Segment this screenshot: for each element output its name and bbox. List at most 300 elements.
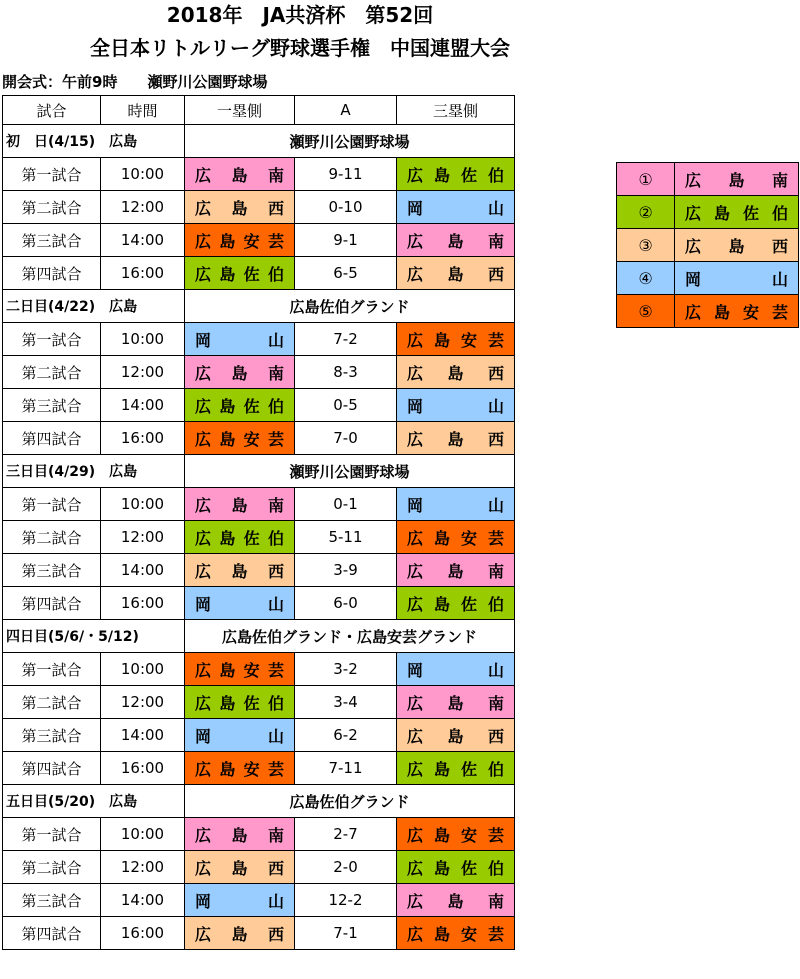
legend-row — [617, 229, 799, 262]
game-time: 12:00 — [101, 521, 185, 554]
day-label: 五日目(5/20) 広島 — [3, 785, 185, 818]
team-name-char: 島 — [219, 528, 236, 548]
team-name-char: 岡 — [195, 594, 212, 614]
team-name-char: 島 — [433, 858, 450, 878]
third-base-team-name — [407, 427, 504, 450]
team-name-char: 佐 — [460, 858, 477, 878]
game-row — [3, 191, 515, 224]
team-name-char: 島 — [713, 302, 730, 322]
team-name-char: 広 — [195, 396, 212, 416]
first-base-team — [185, 587, 295, 620]
legend-row — [617, 295, 799, 328]
third-base-team-name — [407, 658, 504, 681]
game-number: 第一試合 — [3, 323, 101, 356]
first-base-team — [185, 851, 295, 884]
game-row — [3, 917, 515, 950]
team-name-char: 南 — [487, 561, 504, 581]
team-name-char: 岡 — [685, 269, 702, 289]
legend-team-name — [685, 201, 788, 224]
team-name-char: 安 — [243, 429, 260, 449]
team-name-char: 伯 — [487, 858, 504, 878]
game-score: 9-1 — [295, 224, 397, 257]
team-name-char: 広 — [407, 330, 424, 350]
legend-number: ① — [617, 163, 675, 196]
game-number: 第一試合 — [3, 488, 101, 521]
third-base-team — [397, 719, 515, 752]
team-name-char: 島 — [219, 660, 236, 680]
third-base-team — [397, 521, 515, 554]
day-venue: 広島佐伯グランド — [185, 290, 515, 323]
game-row — [3, 851, 515, 884]
game-number: 第二試合 — [3, 356, 101, 389]
game-score: 3-9 — [295, 554, 397, 587]
third-base-team — [397, 224, 515, 257]
team-name-char: 島 — [433, 594, 450, 614]
team-name-char: 島 — [447, 693, 464, 713]
game-row — [3, 356, 515, 389]
legend-row — [617, 262, 799, 295]
team-name-char: 伯 — [267, 396, 284, 416]
game-time: 12:00 — [101, 356, 185, 389]
third-base-team-name — [407, 163, 504, 186]
team-name-char: 島 — [231, 825, 248, 845]
first-base-team-name — [195, 163, 284, 186]
third-base-team — [397, 653, 515, 686]
third-base-team-name — [407, 724, 504, 747]
team-name-char: 芸 — [267, 660, 284, 680]
first-base-team-name — [195, 823, 284, 846]
first-base-team — [185, 224, 295, 257]
team-name-char: 広 — [407, 825, 424, 845]
team-name-char: 南 — [267, 825, 284, 845]
day-label: 初 日(4/15) 広島 — [3, 125, 185, 158]
team-name-char: 広 — [195, 528, 212, 548]
team-name-char: 広 — [407, 858, 424, 878]
legend-number: ⑤ — [617, 295, 675, 328]
third-base-team-name — [407, 394, 504, 417]
third-base-team-name — [407, 757, 504, 780]
team-name-char: 岡 — [407, 198, 424, 218]
header-time: 時間 — [101, 96, 185, 125]
first-base-team — [185, 356, 295, 389]
game-row — [3, 686, 515, 719]
team-name-char: 島 — [219, 231, 236, 251]
first-base-team-name — [195, 724, 284, 747]
game-row — [3, 158, 515, 191]
game-row — [3, 653, 515, 686]
team-name-char: 島 — [433, 330, 450, 350]
game-time: 16:00 — [101, 917, 185, 950]
first-base-team-name — [195, 394, 284, 417]
team-name-char: 芸 — [487, 528, 504, 548]
day-venue: 広島佐伯グランド・広島安芸グランド — [185, 620, 515, 653]
team-name-char: 安 — [460, 825, 477, 845]
team-name-char: 島 — [447, 561, 464, 581]
team-name-char: 安 — [243, 759, 260, 779]
third-base-team-name — [407, 361, 504, 384]
day-venue: 瀬野川公園野球場 — [185, 455, 515, 488]
team-legend — [616, 162, 799, 328]
first-base-team — [185, 488, 295, 521]
third-base-team — [397, 917, 515, 950]
legend-team — [675, 262, 799, 295]
team-name-char: 岡 — [407, 396, 424, 416]
legend-number: ④ — [617, 262, 675, 295]
team-name-char: 広 — [195, 759, 212, 779]
game-time: 16:00 — [101, 422, 185, 455]
third-base-team-name — [407, 856, 504, 879]
third-base-team — [397, 554, 515, 587]
legend-row — [617, 163, 799, 196]
game-number: 第三試合 — [3, 554, 101, 587]
team-name-char: 南 — [267, 495, 284, 515]
day-venue: 広島佐伯グランド — [185, 785, 515, 818]
third-base-team — [397, 257, 515, 290]
first-base-team-name — [195, 658, 284, 681]
legend-number: ③ — [617, 229, 675, 262]
first-base-team — [185, 653, 295, 686]
game-time: 10:00 — [101, 488, 185, 521]
team-name-char: 西 — [267, 561, 284, 581]
team-name-char: 広 — [407, 528, 424, 548]
legend-team — [675, 229, 799, 262]
team-name-char: 広 — [685, 236, 702, 256]
team-name-char: 佐 — [460, 165, 477, 185]
first-base-team — [185, 422, 295, 455]
first-base-team-name — [195, 262, 284, 285]
team-name-char: 西 — [771, 236, 788, 256]
game-row — [3, 554, 515, 587]
team-name-char: 岡 — [407, 660, 424, 680]
team-name-char: 山 — [487, 396, 504, 416]
team-name-char: 島 — [219, 693, 236, 713]
game-number: 第二試合 — [3, 851, 101, 884]
team-name-char: 佐 — [742, 203, 759, 223]
team-name-char: 島 — [447, 726, 464, 746]
team-name-char: 島 — [713, 203, 730, 223]
third-base-team — [397, 191, 515, 224]
legend-number: ② — [617, 196, 675, 229]
game-number: 第二試合 — [3, 521, 101, 554]
game-row — [3, 587, 515, 620]
team-name-char: 島 — [433, 759, 450, 779]
team-name-char: 広 — [195, 858, 212, 878]
team-name-char: 島 — [447, 231, 464, 251]
game-row — [3, 224, 515, 257]
team-name-char: 山 — [487, 495, 504, 515]
game-time: 10:00 — [101, 323, 185, 356]
team-name-char: 山 — [267, 330, 284, 350]
game-number: 第四試合 — [3, 752, 101, 785]
team-name-char: 芸 — [267, 231, 284, 251]
legend-team-name — [685, 168, 788, 191]
team-name-char: 伯 — [267, 264, 284, 284]
day-label: 四日目(5/6/・5/12) — [3, 620, 185, 653]
day-row — [3, 455, 515, 488]
third-base-team — [397, 818, 515, 851]
third-base-team-name — [407, 823, 504, 846]
first-base-team-name — [195, 856, 284, 879]
third-base-team-name — [407, 922, 504, 945]
team-name-char: 安 — [460, 528, 477, 548]
team-name-char: 島 — [219, 264, 236, 284]
team-name-char: 南 — [487, 231, 504, 251]
team-name-char: 佐 — [243, 396, 260, 416]
team-name-char: 島 — [447, 429, 464, 449]
team-name-char: 伯 — [771, 203, 788, 223]
team-name-char: 広 — [407, 231, 424, 251]
team-name-char: 島 — [433, 528, 450, 548]
team-name-char: 南 — [267, 363, 284, 383]
game-time: 12:00 — [101, 191, 185, 224]
team-name-char: 広 — [195, 231, 212, 251]
team-name-char: 安 — [243, 231, 260, 251]
team-name-char: 芸 — [487, 330, 504, 350]
first-base-team — [185, 389, 295, 422]
third-base-team-name — [407, 196, 504, 219]
team-name-char: 広 — [407, 594, 424, 614]
team-name-char: 島 — [231, 165, 248, 185]
team-name-char: 島 — [219, 396, 236, 416]
team-name-char: 広 — [685, 302, 702, 322]
third-base-team-name — [407, 691, 504, 714]
team-name-char: 芸 — [487, 825, 504, 845]
third-base-team-name — [407, 328, 504, 351]
team-name-char: 伯 — [267, 528, 284, 548]
team-name-char: 佐 — [460, 759, 477, 779]
game-time: 10:00 — [101, 653, 185, 686]
team-name-char: 広 — [407, 363, 424, 383]
game-number: 第一試合 — [3, 158, 101, 191]
team-name-char: 南 — [487, 891, 504, 911]
team-name-char: 伯 — [267, 693, 284, 713]
day-row — [3, 290, 515, 323]
team-name-char: 広 — [407, 924, 424, 944]
team-name-char: 西 — [267, 198, 284, 218]
third-base-team-name — [407, 526, 504, 549]
game-row — [3, 752, 515, 785]
first-base-team — [185, 752, 295, 785]
team-name-char: 西 — [267, 858, 284, 878]
legend-team — [675, 163, 799, 196]
third-base-team — [397, 752, 515, 785]
game-number: 第二試合 — [3, 191, 101, 224]
third-base-team — [397, 686, 515, 719]
team-name-char: 伯 — [487, 594, 504, 614]
game-time: 10:00 — [101, 158, 185, 191]
team-name-char: 島 — [231, 495, 248, 515]
game-number: 第三試合 — [3, 884, 101, 917]
legend-team-name — [685, 300, 788, 323]
team-name-char: 広 — [195, 660, 212, 680]
team-name-char: 西 — [487, 726, 504, 746]
team-name-char: 西 — [267, 924, 284, 944]
team-name-char: 南 — [267, 165, 284, 185]
game-row — [3, 257, 515, 290]
team-name-char: 広 — [195, 924, 212, 944]
team-name-char: 岡 — [407, 495, 424, 515]
game-time: 12:00 — [101, 851, 185, 884]
game-time: 14:00 — [101, 389, 185, 422]
third-base-team — [397, 488, 515, 521]
team-name-char: 伯 — [487, 165, 504, 185]
third-base-team-name — [407, 262, 504, 285]
team-name-char: 島 — [231, 858, 248, 878]
game-row — [3, 884, 515, 917]
game-score: 5-11 — [295, 521, 397, 554]
team-name-char: 安 — [742, 302, 759, 322]
team-name-char: 山 — [487, 660, 504, 680]
game-row — [3, 422, 515, 455]
legend-team — [675, 196, 799, 229]
team-name-char: 広 — [195, 363, 212, 383]
third-base-team-name — [407, 559, 504, 582]
first-base-team-name — [195, 592, 284, 615]
team-name-char: 芸 — [267, 759, 284, 779]
first-base-team-name — [195, 526, 284, 549]
game-time: 16:00 — [101, 752, 185, 785]
game-number: 第一試合 — [3, 653, 101, 686]
team-name-char: 広 — [195, 165, 212, 185]
team-name-char: 西 — [487, 264, 504, 284]
game-row — [3, 818, 515, 851]
schedule-table — [2, 95, 515, 950]
day-row — [3, 620, 515, 653]
team-name-char: 島 — [433, 924, 450, 944]
third-base-team — [397, 884, 515, 917]
team-name-char: 南 — [487, 693, 504, 713]
first-base-team-name — [195, 922, 284, 945]
third-base-team — [397, 587, 515, 620]
game-number: 第四試合 — [3, 587, 101, 620]
game-score: 3-2 — [295, 653, 397, 686]
first-base-team — [185, 719, 295, 752]
game-score: 7-1 — [295, 917, 397, 950]
team-name-char: 広 — [407, 726, 424, 746]
third-base-team — [397, 422, 515, 455]
header-third-base: 三塁側 — [397, 96, 515, 125]
game-score: 0-5 — [295, 389, 397, 422]
game-time: 14:00 — [101, 554, 185, 587]
team-name-char: 広 — [407, 759, 424, 779]
header-game: 試合 — [3, 96, 101, 125]
team-name-char: 広 — [195, 693, 212, 713]
team-name-char: 島 — [447, 264, 464, 284]
day-label: 三日目(4/29) 広島 — [3, 455, 185, 488]
first-base-team — [185, 686, 295, 719]
team-name-char: 岡 — [195, 891, 212, 911]
team-name-char: 西 — [487, 429, 504, 449]
third-base-team — [397, 323, 515, 356]
header-score: A — [295, 96, 397, 125]
team-name-char: 島 — [219, 429, 236, 449]
team-name-char: 岡 — [195, 726, 212, 746]
game-number: 第四試合 — [3, 917, 101, 950]
game-row — [3, 389, 515, 422]
third-base-team — [397, 158, 515, 191]
first-base-team-name — [195, 196, 284, 219]
team-name-char: 芸 — [267, 429, 284, 449]
team-name-char: 南 — [771, 170, 788, 190]
first-base-team-name — [195, 361, 284, 384]
third-base-team — [397, 389, 515, 422]
game-row — [3, 323, 515, 356]
legend-team-name — [685, 267, 788, 290]
game-row — [3, 719, 515, 752]
team-name-char: 広 — [407, 891, 424, 911]
team-name-char: 安 — [460, 924, 477, 944]
first-base-team-name — [195, 757, 284, 780]
game-score: 6-5 — [295, 257, 397, 290]
team-name-char: 芸 — [771, 302, 788, 322]
game-score: 0-10 — [295, 191, 397, 224]
legend-row — [617, 196, 799, 229]
first-base-team-name — [195, 328, 284, 351]
team-name-char: 島 — [231, 924, 248, 944]
game-time: 14:00 — [101, 224, 185, 257]
first-base-team — [185, 554, 295, 587]
first-base-team — [185, 257, 295, 290]
team-name-char: 広 — [407, 561, 424, 581]
first-base-team-name — [195, 427, 284, 450]
game-time: 16:00 — [101, 257, 185, 290]
first-base-team — [185, 158, 295, 191]
game-score: 6-0 — [295, 587, 397, 620]
team-name-char: 広 — [195, 561, 212, 581]
legend-team — [675, 295, 799, 328]
day-row — [3, 125, 515, 158]
game-time: 16:00 — [101, 587, 185, 620]
game-score: 12-2 — [295, 884, 397, 917]
team-name-char: 広 — [195, 495, 212, 515]
first-base-team-name — [195, 559, 284, 582]
title-line-1: 2018年 JA共済杯 第52回 — [166, 3, 434, 27]
team-name-char: 島 — [447, 363, 464, 383]
game-number: 第三試合 — [3, 719, 101, 752]
game-score: 7-11 — [295, 752, 397, 785]
game-time: 12:00 — [101, 686, 185, 719]
game-score: 7-0 — [295, 422, 397, 455]
first-base-team — [185, 917, 295, 950]
title-line-2: 全日本リトルリーグ野球選手権 中国連盟大会 — [90, 36, 510, 60]
team-name-char: 島 — [728, 236, 745, 256]
third-base-team — [397, 851, 515, 884]
first-base-team-name — [195, 889, 284, 912]
game-score: 2-0 — [295, 851, 397, 884]
team-name-char: 島 — [219, 759, 236, 779]
team-name-char: 島 — [433, 165, 450, 185]
game-score: 7-2 — [295, 323, 397, 356]
game-score: 3-4 — [295, 686, 397, 719]
opening-ceremony-info: 開会式：午前9時 瀬野川公園野球場 — [2, 73, 268, 91]
game-time: 14:00 — [101, 719, 185, 752]
team-name-char: 佐 — [243, 528, 260, 548]
team-name-char: 広 — [407, 264, 424, 284]
team-name-char: 佐 — [243, 264, 260, 284]
team-name-char: 広 — [195, 198, 212, 218]
header-row — [3, 96, 515, 125]
team-name-char: 島 — [433, 825, 450, 845]
first-base-team-name — [195, 691, 284, 714]
game-score: 8-3 — [295, 356, 397, 389]
third-base-team-name — [407, 229, 504, 252]
game-number: 第四試合 — [3, 257, 101, 290]
team-name-char: 芸 — [487, 924, 504, 944]
first-base-team-name — [195, 493, 284, 516]
game-row — [3, 521, 515, 554]
first-base-team-name — [195, 229, 284, 252]
game-time: 14:00 — [101, 884, 185, 917]
